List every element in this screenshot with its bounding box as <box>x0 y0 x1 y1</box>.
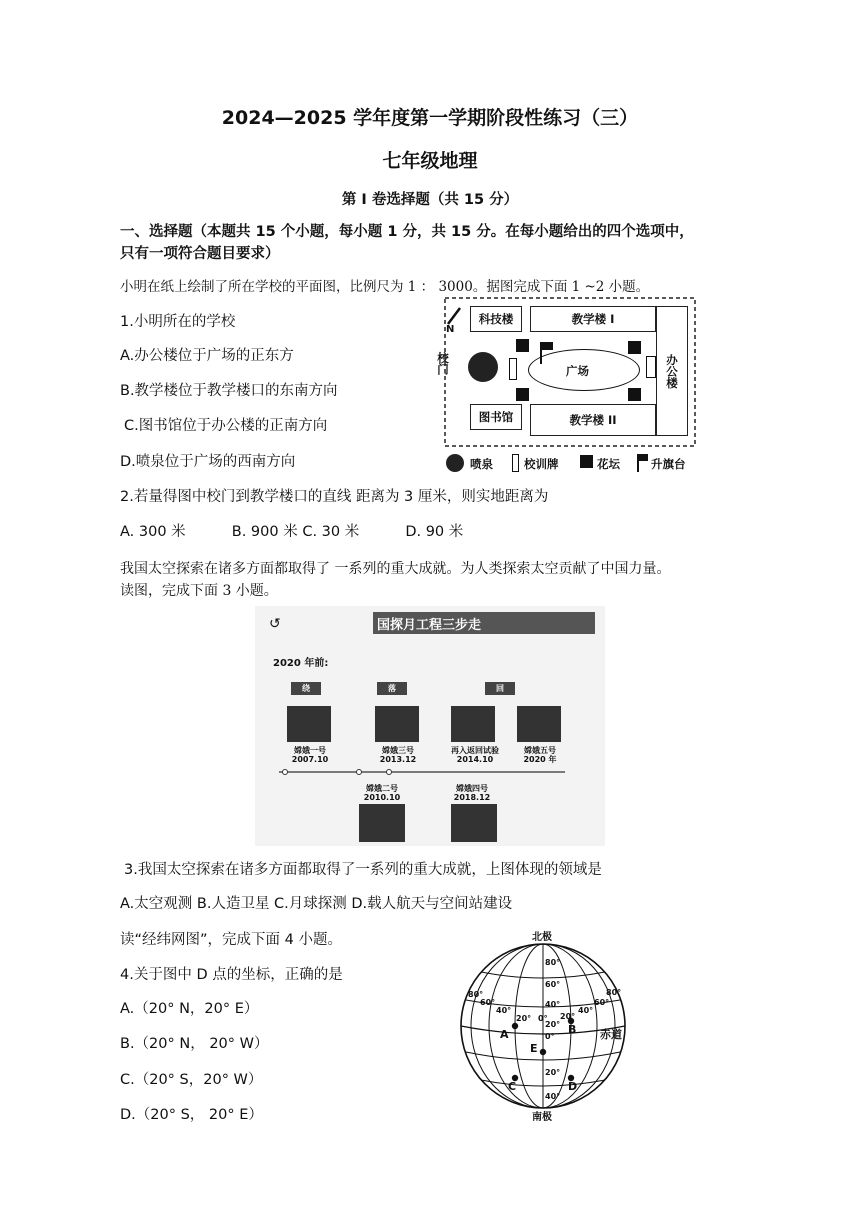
legend-flag-label: 升旗台 <box>651 457 686 471</box>
q1-option-c: C.图书馆位于办公楼的正南方向 <box>124 418 328 434</box>
mission-label <box>513 746 567 764</box>
fountain-symbol <box>468 352 498 382</box>
lat-label: 60° <box>545 980 561 989</box>
lat-lon-globe <box>452 928 634 1123</box>
mission-label <box>371 746 425 764</box>
q1-option-a: A.办公楼位于广场的正东方 <box>120 348 294 364</box>
north-arrow-label: N <box>446 324 455 335</box>
point-b: B <box>568 1023 577 1036</box>
lon-label: 60° <box>594 998 610 1007</box>
flowerbed-symbol <box>628 341 641 354</box>
lon-label: 80° <box>468 990 484 999</box>
change5-photo <box>517 706 561 742</box>
intro-q3-line1: 我国太空探索在诸多方面都取得了 一系列的重大成就。为人类探索太空贡献了中国力量。 <box>120 561 671 577</box>
q4-option-d: D.（20° S， 20° E） <box>120 1107 263 1123</box>
lon-label: 80° <box>606 988 622 997</box>
q4-option-a: A.（20° N，20° E） <box>120 1001 259 1017</box>
school-plan-map <box>436 294 700 476</box>
mission-name: 嫦娥五号 <box>524 746 556 755</box>
north-pole-label: 北极 <box>532 932 552 943</box>
point-c: C <box>508 1080 517 1093</box>
teaching-building-1: 教学楼 I <box>530 306 656 332</box>
q4-stem: 4.关于图中 D 点的坐标，正确的是 <box>120 967 343 983</box>
office-building <box>656 306 688 436</box>
legend-sign-icon <box>512 454 519 472</box>
stage-orbit: 绕 <box>291 682 321 695</box>
change4-photo <box>451 804 497 842</box>
legend-sign-label: 校训牌 <box>524 457 559 471</box>
mission-date: 2013.12 <box>379 755 417 764</box>
before-2020-label: 2020 年前: <box>273 658 329 669</box>
office-entrance <box>646 356 656 378</box>
q4-option-c: C.（20° S，20° W） <box>120 1072 263 1088</box>
flowerbed-symbol <box>628 388 641 401</box>
point-a: A <box>500 1028 509 1041</box>
lon-label: 40° <box>578 1006 594 1015</box>
lat-label: 20° <box>545 1020 561 1029</box>
q2-options: A. 300 米 B. 900 米 C. 30 米 D. 90 米 <box>120 524 464 540</box>
mission-date: 2010.10 <box>363 793 401 802</box>
sci-building: 科技楼 <box>470 306 522 332</box>
mission-name: 嫦娥二号 <box>366 784 398 793</box>
mission-name: 嫦娥一号 <box>294 746 326 755</box>
point-e: E <box>530 1042 538 1055</box>
globe-grid <box>452 928 634 1120</box>
lon-label: 60° <box>480 998 496 1007</box>
mission-label <box>445 784 499 802</box>
mission-name: 嫦娥四号 <box>456 784 488 793</box>
exam-title: 2024—2025 学年度第一学期阶段性练习（三） <box>221 107 639 129</box>
lon-label: 40° <box>496 1006 512 1015</box>
lat-label: 0° <box>545 1032 555 1041</box>
mission-label <box>283 746 337 764</box>
q3-options: A.太空观测 B.人造卫星 C.月球探测 D.载人航天与空间站建设 <box>120 896 513 912</box>
intro-q4: 读“经纬网图”，完成下面 4 小题。 <box>120 932 342 948</box>
flowerbed-symbol <box>516 339 529 352</box>
section-title: 第 I 卷选择题（共 15 分） <box>341 192 519 208</box>
lat-label: 80° <box>545 958 561 967</box>
mission-date: 2014.10 <box>456 755 494 764</box>
subject-title: 七年级地理 <box>382 150 478 172</box>
intro-q1-2: 小明在纸上绘制了所在学校的平面图，比例尺为 1 ： 3000。据图完成下面 1 ~2 小题。 <box>120 279 650 295</box>
flag-platform-symbol <box>538 342 558 366</box>
teaching-building-2: 教学楼 II <box>530 404 656 436</box>
mission-date: 2020 年 <box>523 755 557 764</box>
mission-label <box>355 784 409 802</box>
part1-heading-line2: 只有一项符合题目要求） <box>120 246 280 262</box>
lat-label: 20° <box>545 1068 561 1077</box>
gate-label: 校门 <box>436 352 450 375</box>
legend-fountain-label: 喷泉 <box>470 457 493 471</box>
moon-program-image <box>255 606 605 846</box>
legend-flowerbed-label: 花坛 <box>597 457 620 471</box>
stage-return: 回 <box>485 682 515 695</box>
lat-label: 40° <box>545 1000 561 1009</box>
lon-label: 20° <box>516 1014 532 1023</box>
q1-option-d: D.喷泉位于广场的西南方向 <box>120 454 296 470</box>
q1-option-b: B.教学楼位于教学楼口的东南方向 <box>120 383 338 399</box>
q4-option-b: B.（20° N， 20° W） <box>120 1036 269 1052</box>
q3-stem: 3.我国太空探索在诸多方面都取得了一系列的重大成就，上图体现的领域是 <box>124 862 602 878</box>
office-label: 办公楼 <box>665 353 679 389</box>
mission-date: 2007.10 <box>291 755 329 764</box>
intro-q3-line2: 读图，完成下面 3 小题。 <box>120 583 278 599</box>
part1-heading-line1: 一、选择题（本题共 15 个小题，每小题 1 分，共 15 分。在每小题给出的四个选项中， <box>120 224 694 240</box>
library: 图书馆 <box>470 404 522 430</box>
square-label: 广场 <box>566 364 589 378</box>
change3-photo <box>375 706 419 742</box>
stage-land: 落 <box>377 682 407 695</box>
mission-label <box>445 746 505 764</box>
legend-flowerbed-icon <box>580 455 593 468</box>
lat-label: 40° <box>545 1092 561 1101</box>
equator-label-part: 赤道 <box>600 1028 622 1041</box>
moon-banner: 国探月工程三步走 <box>377 618 482 633</box>
lon-label: 20° <box>560 1012 576 1021</box>
q1-stem: 1.小明所在的学校 <box>120 314 236 330</box>
flowerbed-symbol <box>516 388 529 401</box>
change1-photo <box>287 706 331 742</box>
legend-fountain-icon <box>446 454 464 472</box>
q2-stem: 2.若量得图中校门到教学楼口的直线 距离为 3 厘米，则实地距离为 <box>120 489 549 505</box>
change2-photo <box>359 804 405 842</box>
mission-date: 2018.12 <box>453 793 491 802</box>
south-pole-label: 南极 <box>532 1112 552 1123</box>
mission-name: 嫦娥三号 <box>382 746 414 755</box>
school-sign-symbol <box>509 358 517 380</box>
point-d: D <box>568 1080 578 1093</box>
refresh-icon: ↺ <box>269 616 281 632</box>
legend-flag-icon <box>636 454 650 472</box>
mission-name: 再入返回试验 <box>451 746 499 755</box>
return-test-photo <box>451 706 495 742</box>
lon-label: 0° <box>538 1014 548 1023</box>
timeline-line <box>255 766 605 778</box>
